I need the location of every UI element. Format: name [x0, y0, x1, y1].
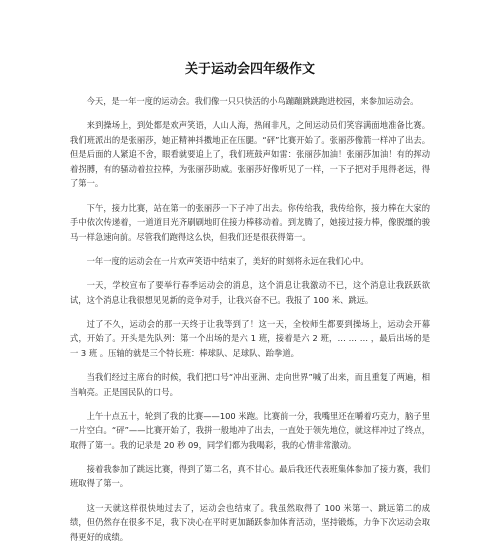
page-title: 关于运动会四年级作文	[184, 62, 315, 77]
paragraph: 过了不久，运动会的那一天终于让我等到了！这一天，全校师生都要到操场上，运动会开幕式，开始了。开头是先队列：第一个出场的是六 1 班，接着是六 2 班，… … … ，最后出场的是一 3 班 。压轴的就是三个特长班：棒球队、足球队、跆拳道。	[70, 318, 430, 358]
paragraph: 上午十点五十，轮到了我的比赛——100 米跑。比赛前一分，我嘴里还在嚼着巧克力，脑子里一片空白。“砰”——比赛开始了，我拼一般地冲了出去，一直处于领先地位，就这样冲过了终点，取得了第一。我的记录是 20 秒 09，同学们都为我喝彩，我的心情非常激动。	[70, 410, 430, 450]
paragraph: 一年一度的运动会在一片欢声笑语中结束了，美好的时刻将永远在我们心中。	[86, 255, 369, 266]
paragraph: 一天，学校宣布了要举行春季运动会的消息，这个消息让我激动不已，这个消息让我跃跃欲试，这个消息让我很想见见新的竞争对手，让我兴奋不已。我报了 100 米、跳远。	[70, 279, 430, 305]
paragraph: 今天，是一年一度的运动会。我们像一只只快活的小鸟蹦蹦跳跳跑进校园，来参加运动会。	[86, 96, 419, 106]
paragraph: 接着我参加了跳远比赛，得到了第二名，真不甘心。最后我还代表班集体参加了接力赛，我们班取得了第一。	[70, 463, 430, 489]
paragraph: 来到操场上，到处都是欢声笑语，人山人海，热闹非凡，之间运动员们笑容满面地准备比赛。我们班派出的是张丽莎，她正精神抖擞地正在压腿。“砰”比赛开始了。张丽莎像箭一样冲了出去。但是后面的人紧追不舍，眼看就要追上了，我们班鼓声如雷：张丽莎加油！张丽莎加油！有的挥动着拐膊，有的骚动着拉拉棒，为张丽莎助威。张丽莎好像听见了一样，一下子把对手甩得老远，得了第一。	[70, 120, 430, 189]
paragraph: 这一天就这样很快地过去了，运动会也结束了。我虽然取得了 100 米第一、跳远第二的成绩，但仍然存在很多不足，我下决心在平时更加踊跃参加体育活动，坚持锻炼，力争下次运动会取得更好的成绩。	[70, 502, 430, 542]
paragraph: 下午，接力比赛，站在第一的张丽莎一下子冲了出去。你传给我，我传给你，接力棒在大家的手中依次传递着，一道道目光齐刷刷地盯住接力棒移动着。到龙腾了，她接过接力棒，像脱缰的骏马一样急速向前。尽管我们跑得这么快，但我们还是很获得第一。	[70, 202, 430, 242]
paragraph: 当我们经过主席台的时候，我们把口号“冲出亚洲、走向世界”喊了出来，而且重复了两遍，相当响亮。正是国民队的口号。	[70, 371, 430, 397]
